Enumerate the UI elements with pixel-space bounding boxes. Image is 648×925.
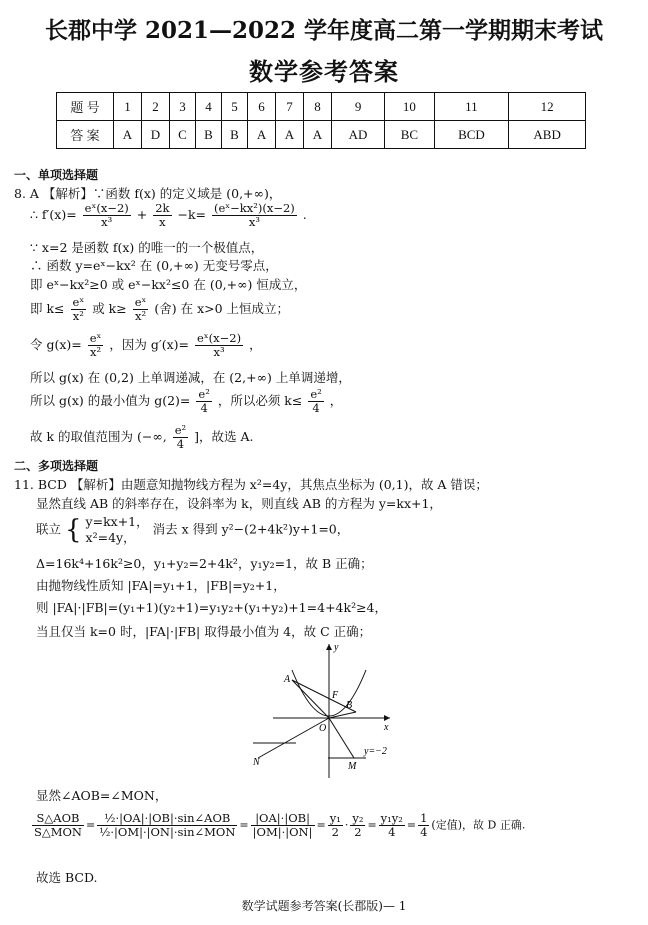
label-b: B [346, 700, 353, 711]
q11-line: 当且仅当 k=0 时，|FA|·|FB| 取得最小值为 4，故 C 正确； [36, 624, 372, 639]
table-cell: ABD [509, 121, 586, 149]
fraction: $\frac{\text{eˣ(x−2)}}{\text{x³}}$ [197, 331, 242, 359]
label-m: M [348, 761, 357, 772]
row-label: 答 案 [57, 121, 114, 149]
section-heading-single: 一、单项选择题 [14, 168, 99, 182]
table-cell: 10 [385, 93, 434, 121]
q8-inequality-line: 即 k≤ $\frac{\text{eˣ}}{\text{x²}}$ 或 k≥ $\frac{\text{eˣ}}{\text{x²}}$ (舍) 在 x>0 上恒成立； [30, 295, 290, 323]
table-cell: 7 [276, 93, 304, 121]
table-cell: 2 [141, 93, 169, 121]
fraction: $\frac{\text{y₁y₂}}{4}$ [380, 811, 403, 839]
label-a: A [284, 674, 291, 685]
table-cell: BCD [434, 121, 509, 149]
q11-area-ratio-line: $\frac{\text{S△AOB}}{\text{S△MON}}$ = $\frac{\text{½·|OA|·|OB|·sin∠AOB}}{\text{½·|OM|·|ON|·sin∠MON}}$ = $\frac{|OA|\cdot|OB|}{|OM|\cdot|ON|}$ = $\frac{\text{y₁}}{2}$ · $\frac{\text{y₂}}{2}$ = $\frac{\text{y₁y₂}}{4}$ = $\frac{1}{4}$ (定值)，故 D 正确. [34, 811, 526, 839]
q11-line: 由抛物线性质知 |FA|=y₁+1，|FB|=y₂+1， [36, 578, 286, 593]
table-cell: 6 [248, 93, 276, 121]
label-n: N [253, 757, 260, 768]
table-cell: 9 [331, 93, 384, 121]
fraction: $\frac{\text{y₂}}{2}$ [352, 811, 364, 839]
y-axis-arrow [326, 644, 332, 650]
q8-derivative-line: ∴ f′(x)= $\frac{\text{eˣ(x−2)}}{\text{x³}}$ + $\frac{2k}{x}$ −k= $\frac{\text{(eˣ−kx²)(x−2)}}{\text{x³}}$ . [30, 201, 307, 229]
q8-range-line: 故 k 的取值范围为 (−∞, $\frac{\text{e²}}{4}$ ]，故选 A. [30, 423, 254, 451]
q11-line: 显然直线 AB 的斜率存在，设斜率为 k，则直线 AB 的方程为 y=kx+1， [36, 496, 442, 511]
table-cell: 11 [434, 93, 509, 121]
q8-g-line: 令 g(x)= $\frac{\text{eˣ}}{\text{x²}}$ ，因为 g′(x)= $\frac{\text{eˣ(x−2)}}{\text{x³}}$ ， [30, 331, 262, 359]
fraction: $\frac{|OA|\cdot|OB|}{|OM|\cdot|ON|}$ [252, 811, 313, 839]
q8-line: ∵ x=2 是函数 f(x) 的唯一的一个极值点， [30, 240, 264, 255]
table-cell: 4 [195, 93, 221, 121]
table-cell: AD [331, 121, 384, 149]
fraction: $\frac{\text{S△AOB}}{\text{S△MON}}$ [34, 811, 82, 839]
section-heading-multi: 二、多项选择题 [14, 459, 99, 473]
table-cell: B [195, 121, 221, 149]
table-row [57, 93, 586, 121]
fraction: $\frac{\text{e²}}{4}$ [310, 387, 322, 415]
table-cell: 5 [222, 93, 248, 121]
q11-line: 显然∠AOB=∠MON， [36, 788, 168, 803]
q8-line: 即 eˣ−kx²≥0 或 eˣ−kx²≤0 在 (0,+∞) 恒成立， [30, 277, 307, 292]
q8-line: 8. A 【解析】∵函数 f(x) 的定义域是 (0,+∞)， [14, 186, 282, 201]
table-cell: BC [385, 121, 434, 149]
fraction: $\frac{\text{(eˣ−kx²)(x−2)}}{\text{x³}}$ [214, 201, 295, 229]
table-cell: B [222, 121, 248, 149]
fraction: $\frac{\text{½·|OA|·|OB|·sin∠AOB}}{\text{½·|OM|·|ON|·sin∠MON}}$ [99, 811, 236, 839]
fraction: $\frac{\text{e²}}{4}$ [198, 387, 210, 415]
table-cell: A [276, 121, 304, 149]
label-o: O [319, 723, 327, 734]
label-f: F [332, 690, 339, 701]
table-cell: C [169, 121, 195, 149]
fraction: $\frac{\text{eˣ(x−2)}}{\text{x³}}$ [84, 201, 129, 229]
q11-line: 故选 BCD. [36, 870, 98, 885]
x-axis-arrow [384, 715, 390, 721]
segment-om [329, 718, 354, 758]
answer-table [56, 92, 586, 149]
fraction: $\frac{2k}{x}$ [155, 201, 170, 229]
page-subtitle: 数学参考答案 [249, 57, 399, 86]
label-x: x [384, 722, 389, 733]
table-cell: 8 [303, 93, 331, 121]
table-cell: 1 [114, 93, 142, 121]
fraction: $\frac{\text{eˣ}}{\text{x²}}$ [89, 331, 102, 359]
table-cell: A [114, 121, 142, 149]
fraction: $\frac{\text{eˣ}}{\text{x²}}$ [134, 295, 147, 323]
table-cell: 3 [169, 93, 195, 121]
q8-min-line: 所以 g(x) 的最小值为 g(2)= $\frac{\text{e²}}{4}$ ，所以必须 k≤ $\frac{\text{e²}}{4}$ ， [30, 387, 343, 415]
q8-line: ∴ 函数 y=eˣ−kx² 在 (0,+∞) 无变号零点， [30, 258, 278, 273]
table-cell: 12 [509, 93, 586, 121]
fraction: $\frac{\text{e²}}{4}$ [174, 423, 187, 451]
q11-line: 则 |FA|·|FB|=(y₁+1)(y₂+1)=y₁y₂+(y₁+y₂)+1=4+4k²≥4， [36, 600, 388, 615]
q11-line: 11. BCD 【解析】由题意知抛物线方程为 x²=4y，其焦点坐标为 (0,1)，故 A 错误； [14, 477, 488, 492]
segment-oa [292, 680, 329, 718]
table-cell: A [303, 121, 331, 149]
fraction: $\frac{\text{y₁}}{2}$ [329, 811, 341, 839]
table-cell: D [141, 121, 169, 149]
page-footer: 数学试题参考答案(长郡版)— 1 [241, 899, 407, 913]
row-label: 题 号 [57, 93, 114, 121]
fraction: $\frac{1}{4}$ [420, 811, 428, 839]
q11-line: Δ=16k⁴+16k²≥0，y₁+y₂=2+4k²，y₁y₂=1，故 B 正确； [36, 556, 373, 571]
parabola-figure [248, 640, 408, 780]
table-row [57, 121, 586, 149]
q11-system-line: 联立 { y=kx+1， x²=4y， 消去 x 得到 y²−(2+4k²)y+1=0， [36, 514, 350, 545]
fraction: $\frac{\text{eˣ}}{\text{x²}}$ [72, 295, 85, 323]
label-y: y [334, 642, 339, 653]
q8-line: 所以 g(x) 在 (0,2) 上单调递减，在 (2,+∞) 上单调递增， [30, 370, 351, 385]
label-directrix: y=−2 [364, 746, 387, 757]
table-cell: A [248, 121, 276, 149]
page-title: 长郡中学 2021—2022 学年度高二第一学期期末考试 [44, 17, 604, 44]
